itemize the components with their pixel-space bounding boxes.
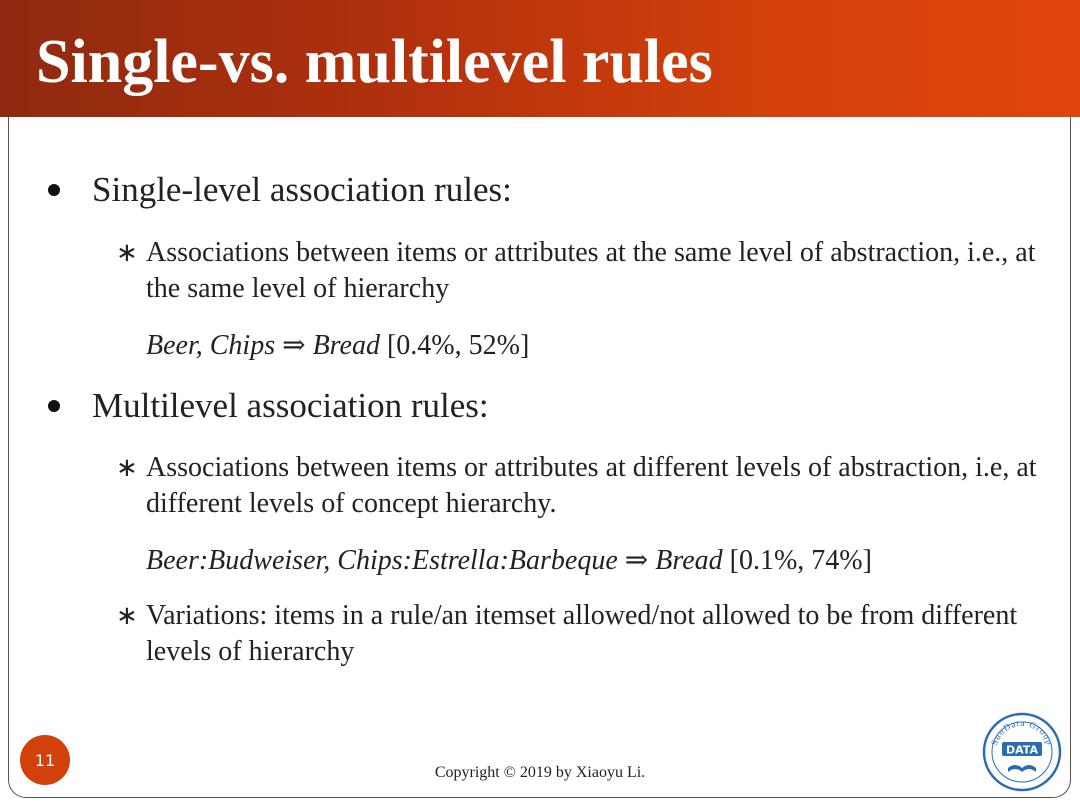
page-number-badge: 11 [20, 735, 70, 785]
rule-example-single [146, 328, 529, 364]
implies-icon: ⇒ [624, 545, 649, 576]
asterisk-icon: ∗ [116, 453, 138, 483]
sub-item-multilevel-definition [116, 450, 1076, 524]
sub-item-text: Associations between items or attributes at different levels of abstraction, i.e, at different levels of concept hierarchy. [146, 452, 1037, 519]
rule-example-multilevel [146, 543, 872, 579]
sub-item-variations [116, 598, 1076, 672]
bullet-label: Single-level association rules: [92, 170, 512, 209]
logo-text: DATA [1006, 743, 1038, 757]
rule-lhs: Beer, Chips [146, 330, 276, 361]
copyright-footer: Copyright © 2019 by Xiaoyu Li. [434, 764, 646, 781]
sub-item-text: Variations: items in a rule/an itemset allowed/not allowed to be from different levels of hierarchy [146, 600, 1018, 667]
slide-title: Single-vs. multilevel rules [36, 28, 713, 96]
rule-rhs: Bread [655, 545, 723, 576]
rule-metrics: [0.1%, 74%] [729, 545, 872, 576]
sub-item-single-definition [116, 235, 1076, 309]
asterisk-icon: ∗ [116, 238, 138, 268]
bullet-dot-icon [48, 184, 60, 196]
asterisk-icon: ∗ [116, 601, 138, 631]
rule-lhs: Beer:Budweiser, Chips:Estrella:Barbeque [146, 545, 618, 576]
bullet-label: Multilevel association rules: [92, 386, 489, 425]
implies-icon: ⇒ [282, 330, 306, 361]
rule-metrics: [0.4%, 52%] [386, 330, 530, 361]
bullet-dot-icon [48, 400, 60, 412]
sundata-logo-icon [982, 712, 1062, 792]
rule-rhs: Bread [312, 330, 380, 361]
sub-item-text: Associations between items or attributes at the same level of abstraction, i.e., at the same level of hierarchy [146, 237, 1036, 304]
logo-ring-text: SunData Group [988, 717, 1056, 747]
